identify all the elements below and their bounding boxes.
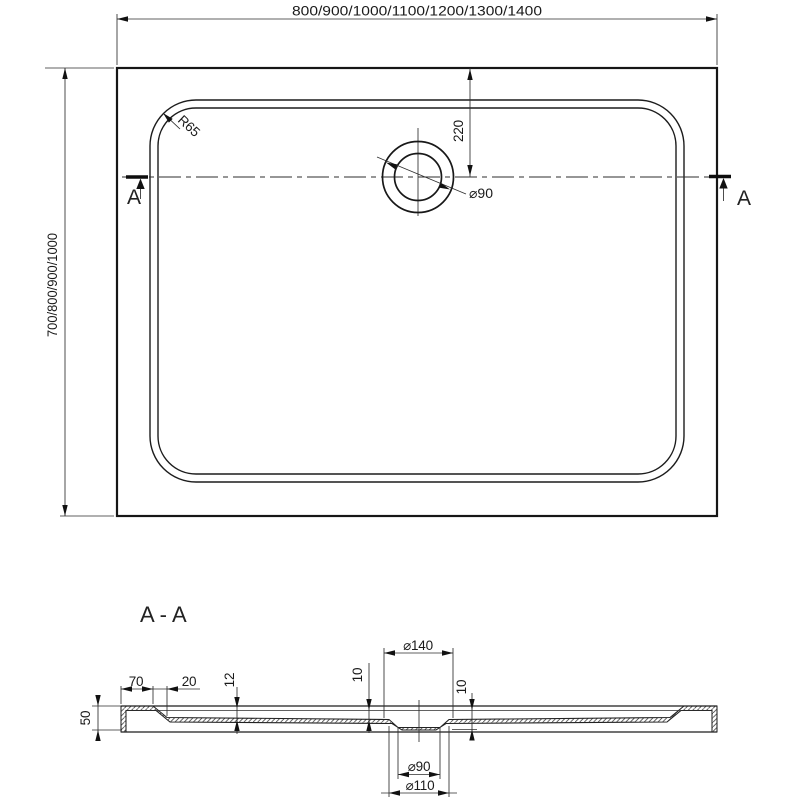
section-view [78, 602, 717, 797]
border-width-label: 70 [128, 674, 144, 689]
dimension-height-50 [78, 695, 122, 741]
drain-diameter-label: ⌀90 [469, 185, 494, 201]
section-letter-left: A [126, 186, 142, 209]
tray-outer-outline [117, 68, 717, 516]
edge-height-label: 12 [222, 672, 237, 688]
tray-inner-rim-outer [150, 100, 684, 482]
width-dimension-label: 800/900/1000/1100/1200/1300/1400 [292, 2, 543, 19]
section-letter-right: A [736, 187, 752, 210]
slope-width-label: 20 [181, 674, 197, 689]
section-marker-left [126, 177, 148, 209]
drain-depth-label: 10 [454, 679, 469, 695]
drain-top-diameter-label: ⌀140 [403, 638, 433, 653]
tray-height-label: 50 [78, 710, 93, 726]
section-marker-right [709, 177, 751, 211]
dimension-corner-radius [161, 111, 203, 140]
dimension-drain-offset [451, 68, 473, 177]
tray-inner-rim-inner [158, 108, 676, 474]
dimension-height [44, 68, 114, 516]
drain-offset-label: 220 [451, 120, 466, 142]
dimension-width [117, 3, 717, 66]
height-dimension-label: 700/800/900/1000 [44, 224, 60, 337]
drain-bottom-diameter-label: ⌀110 [405, 778, 435, 793]
corner-radius-label: R65 [174, 112, 203, 140]
section-cut-arrow [719, 178, 727, 189]
floor-depth-label: 10 [350, 667, 365, 683]
drain [383, 128, 454, 216]
top-view [44, 3, 751, 517]
dimension-edge-12 [222, 673, 240, 734]
drain-hole-diameter-label: ⌀90 [407, 759, 431, 774]
section-title: A-A [140, 602, 192, 627]
